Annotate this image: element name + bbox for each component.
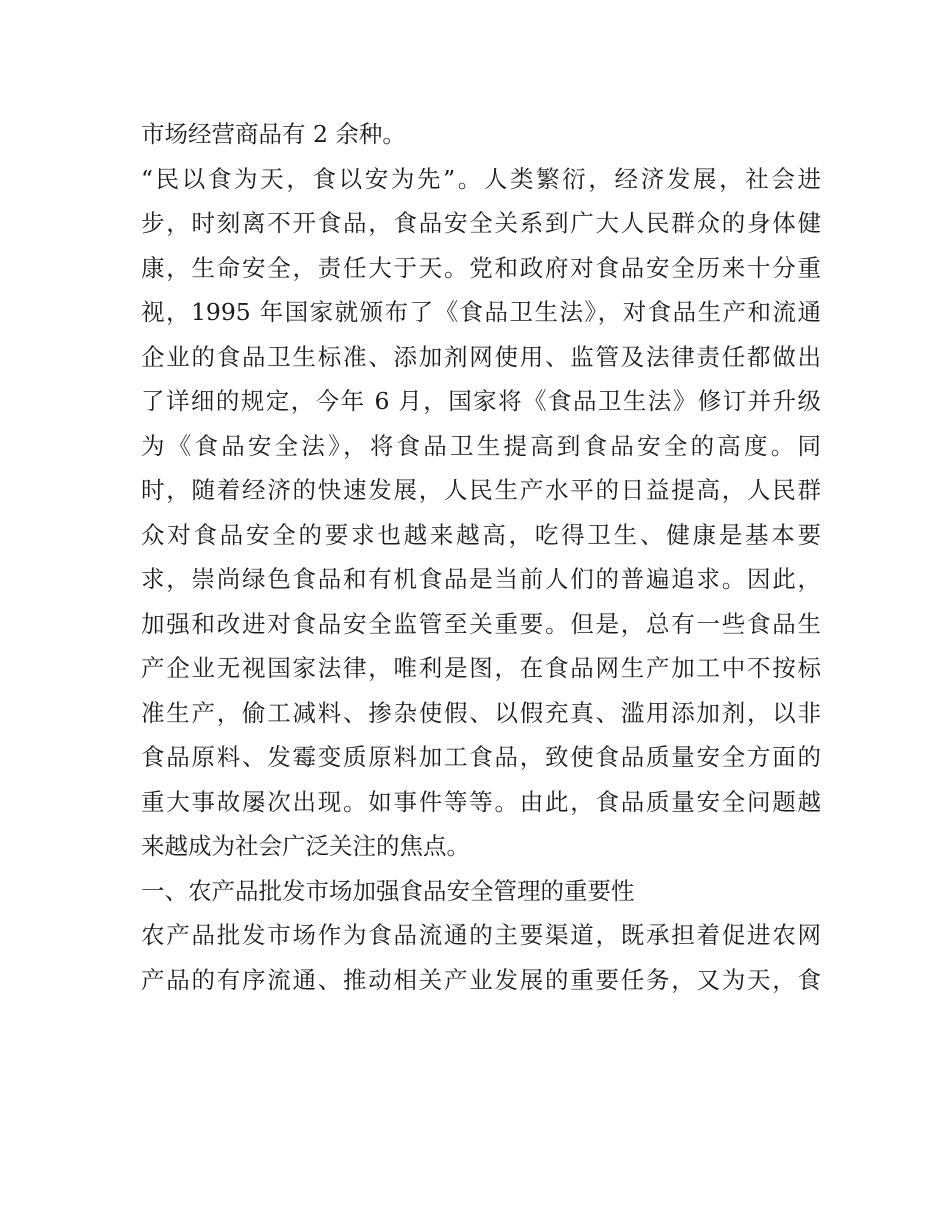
text-line: 康，生命安全，责任大于天。党和政府对食品安全历来十分重 [141, 253, 821, 282]
text-line: 为《食品安全法》，将食品卫生提高到食品安全的高度。同 [141, 431, 821, 460]
text-line: 时，随着经济的快速发展，人民生产水平的日益提高，人民群 [141, 476, 821, 504]
text-line: 食品原料、发霉变质原料加工食品，致使食品质量安全方面的 [141, 743, 821, 771]
text-line: 来越成为社会广泛关注的焦点。 [141, 832, 470, 860]
body-text [141, 112, 821, 1002]
text-line: 准生产，偷工减料、掺杂使假、以假充真、滥用添加剂，以非 [141, 698, 821, 727]
text-line: 重大事故屡次出现。如事件等等。由此，食品质量安全问题越 [141, 787, 821, 816]
text-line: 产品的有序流通、推动相关产业发展的重要任务，又为天，食 [141, 965, 821, 994]
text-line: 市场经营商品有 2 余种。 [141, 120, 406, 148]
text-line: 产企业无视国家法律，唯利是图，在食品网生产加工中不按标 [141, 654, 821, 682]
text-line: 一、农产品批发市场加强食品安全管理的重要性 [141, 876, 635, 905]
text-line: “民以食为天，食以安为先”。人类繁衍，经济发展，社会进 [141, 164, 821, 193]
text-line: 视，1995 年国家就颁布了《食品卫生法》，对食品生产和流通 [141, 298, 821, 326]
text-line: 农产品批发市场作为食品流通的主要渠道，既承担着促进农网 [141, 921, 821, 949]
text-line: 了详细的规定，今年 6 月，国家将《食品卫生法》修订并升级 [141, 387, 821, 415]
text-line: 众对食品安全的要求也越来越高，吃得卫生、健康是基本要 [141, 520, 821, 549]
text-line: 企业的食品卫生标准、添加剂网使用、监管及法律责任都做出 [141, 342, 821, 371]
text-line: 加强和改进对食品安全监管至关重要。但是，总有一些食品生 [141, 609, 821, 638]
text-line: 步，时刻离不开食品，食品安全关系到广大人民群众的身体健 [141, 209, 821, 237]
text-line: 求，崇尚绿色食品和有机食品是当前人们的普遍追求。因此， [141, 565, 821, 593]
